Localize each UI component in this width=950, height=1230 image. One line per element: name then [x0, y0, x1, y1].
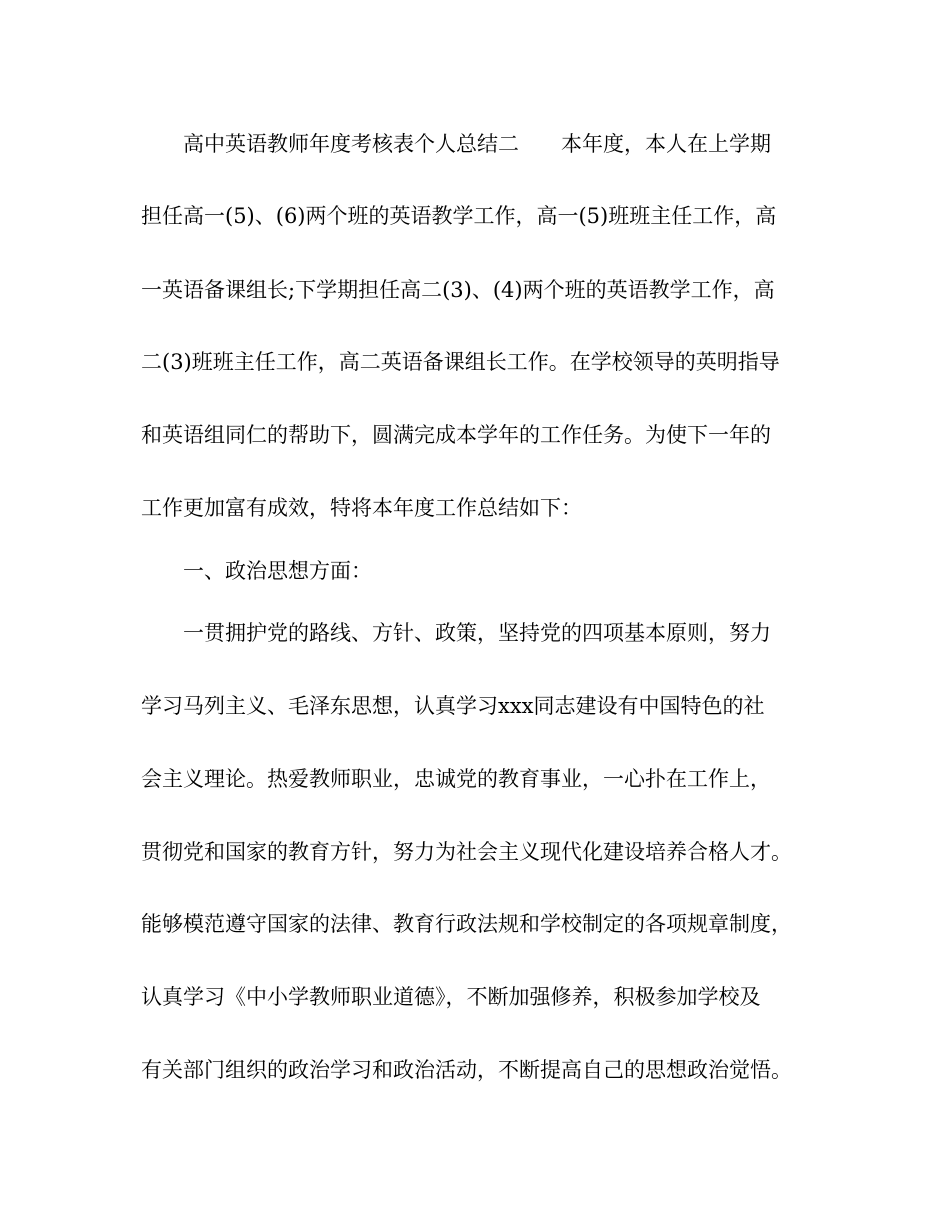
text-line: 高中英语教师年度考核表个人总结二 本年度，本人在上学期: [141, 132, 771, 156]
text-line: 一贯拥护党的路线、方针、政策，坚持党的四项基本原则，努力: [141, 621, 771, 645]
text-line: 一英语备课组长;下学期担任高二(3)、(4)两个班的英语教学工作，高: [141, 278, 775, 302]
text-line: 贯彻党和国家的教育方针，努力为社会主义现代化建设培养合格人才。: [141, 840, 792, 864]
text-line: 学习马列主义、毛泽东思想，认真学习xxx同志建设有中国特色的社: [141, 694, 765, 718]
text-line: 会主义理论。热爱教师职业，忠诚党的教育事业，一心扑在工作上，: [141, 767, 771, 791]
text-line: 认真学习《中小学教师职业道德》，不断加强修养，积极参加学校及: [141, 985, 761, 1009]
text-line: 工作更加富有成效，特将本年度工作总结如下：: [141, 496, 582, 520]
text-line: 二(3)班班主任工作，高二英语备课组长工作。在学校领导的英明指导: [141, 350, 780, 374]
section-heading: 一、政治思想方面：: [141, 559, 372, 583]
text-line: 有关部门组织的政治学习和政治活动，不断提高自己的思想政治觉悟。: [141, 1058, 792, 1082]
text-line: 和英语组同仁的帮助下，圆满完成本学年的工作任务。为使下一年的: [141, 423, 771, 447]
text-line: 能够模范遵守国家的法律、教育行政法规和学校制定的各项规章制度，: [141, 912, 792, 936]
text-line: 担任高一(5)、(6)两个班的英语教学工作，高一(5)班班主任工作，高: [141, 204, 777, 228]
